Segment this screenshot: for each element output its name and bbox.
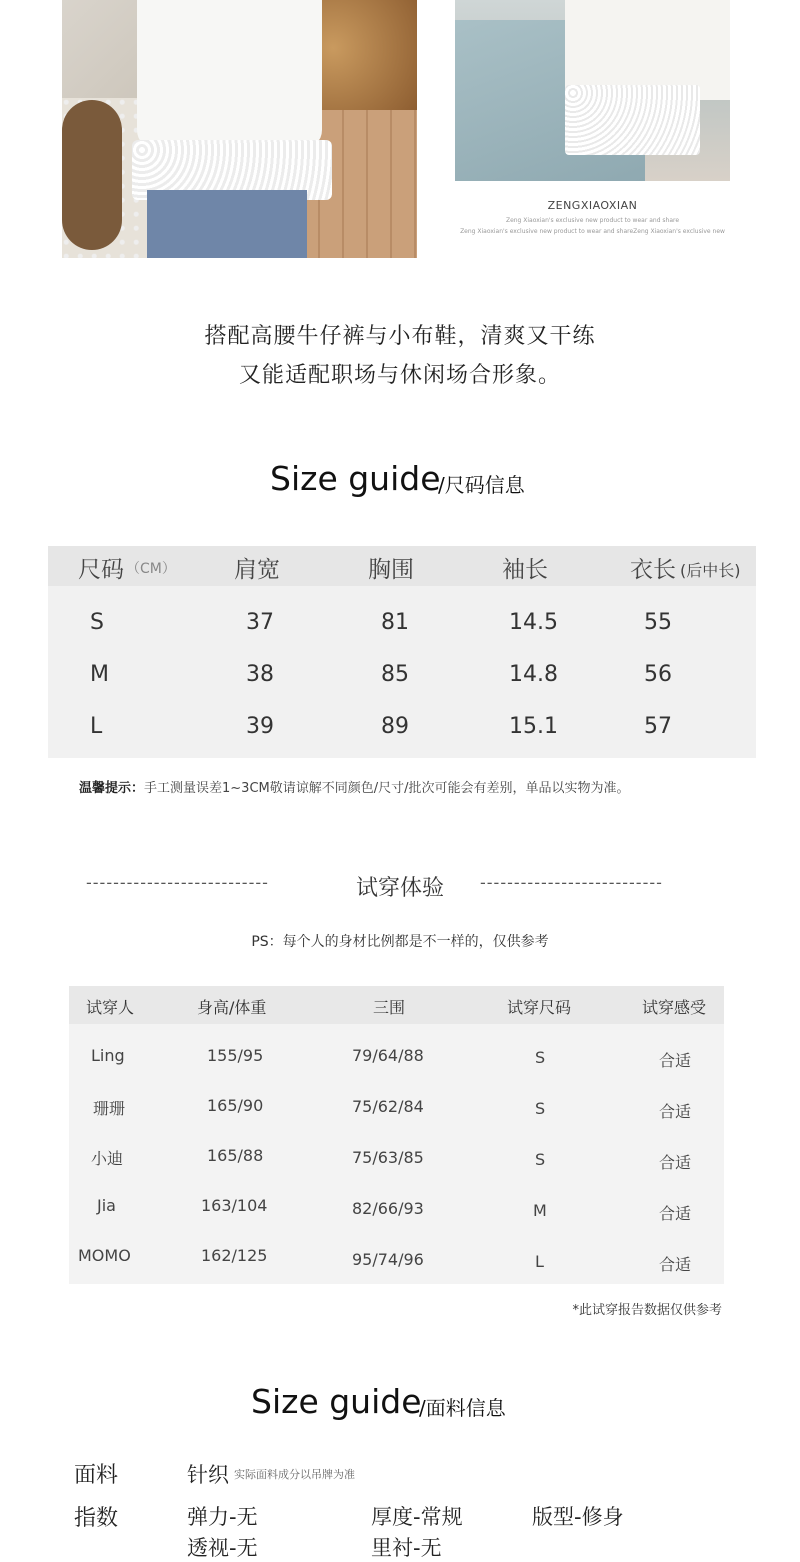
- fur-bag: [62, 100, 122, 250]
- tryon-title: 试穿体验: [355, 876, 444, 901]
- tried-size-cell: S: [535, 1048, 546, 1067]
- chest-cell: 85: [381, 662, 409, 687]
- tried-size-cell: M: [533, 1201, 547, 1220]
- height-weight-cell: 162/125: [201, 1246, 268, 1265]
- measurements-cell: 82/66/93: [352, 1199, 424, 1218]
- tried-size-cell: S: [535, 1099, 546, 1118]
- header-unit: （CM）: [126, 561, 176, 577]
- brand-name: ZENGXIAOXIAN: [547, 199, 638, 212]
- size-table-header: [48, 546, 756, 586]
- header-shoulder: 肩宽: [234, 557, 280, 583]
- header-chest: 胸围: [368, 557, 414, 583]
- sleeve-cell: 14.5: [509, 610, 558, 635]
- size-cell: S: [90, 610, 104, 635]
- divider-right: ---------------------------: [480, 873, 663, 892]
- white-tshirt: [137, 0, 322, 150]
- person-cell: MOMO: [78, 1246, 131, 1265]
- measurements-cell: 95/74/96: [352, 1250, 424, 1269]
- fit-feel-cell: 合适: [659, 1204, 692, 1223]
- measurements-cell: 75/62/84: [352, 1097, 424, 1116]
- person-cell: 珊珊: [93, 1099, 126, 1118]
- length-cell: 57: [644, 714, 672, 739]
- chest-cell: 81: [381, 610, 409, 635]
- fit-feel-cell: 合适: [659, 1153, 692, 1172]
- person-cell: 小迪: [91, 1149, 124, 1168]
- size-cell: M: [90, 662, 109, 687]
- size-guide-subtitle: /尺码信息: [438, 473, 525, 497]
- header-sleeve: 袖长: [502, 557, 548, 583]
- size-table: [48, 546, 756, 758]
- fit-feel-cell: 合适: [659, 1255, 692, 1274]
- divider-left: ---------------------------: [86, 873, 269, 892]
- lining-value: 里衬-无: [371, 1536, 442, 1560]
- height-weight-cell: 165/90: [207, 1096, 264, 1115]
- header-measurements: 三围: [373, 998, 406, 1017]
- material-note: 实际面料成分以吊牌为准: [234, 1468, 355, 1481]
- height-weight-cell: 163/104: [201, 1196, 268, 1215]
- tryon-ps: PS：每个人的身材比例都是不一样的，仅供参考: [251, 934, 549, 950]
- header-size: 尺码: [78, 557, 124, 583]
- measurement-tip: [79, 777, 630, 796]
- jeans: [147, 190, 307, 258]
- shoulder-cell: 39: [246, 714, 274, 739]
- measurements-cell: 79/64/88: [352, 1046, 424, 1065]
- tryon-table-header: [69, 986, 724, 1024]
- sleeve-cell: 14.8: [509, 662, 558, 687]
- tried-size-cell: S: [535, 1150, 546, 1169]
- index-label: 指数: [74, 1506, 119, 1531]
- thickness-value: 厚度-常规: [371, 1505, 463, 1529]
- sleeve-cell: 15.1: [509, 714, 558, 739]
- chest-cell: 89: [381, 714, 409, 739]
- height-weight-cell: 165/88: [207, 1146, 264, 1165]
- header-fit-feel: 试穿感受: [642, 998, 707, 1017]
- intro-line-1: 搭配高腰牛仔裤与小布鞋，清爽又干练: [204, 324, 596, 349]
- material-value: 针织: [187, 1463, 229, 1487]
- length-cell: 55: [644, 610, 672, 635]
- header-height-weight: 身高/体重: [197, 998, 267, 1017]
- measurements-cell: 75/63/85: [352, 1148, 424, 1167]
- transparency-value: 透视-无: [187, 1536, 258, 1560]
- fabric-guide-title: Size guide: [251, 1382, 422, 1421]
- tip-label: 温馨提示：: [79, 781, 145, 796]
- brand-tagline: Zeng Xiaoxian's exclusive new product to wear and share: [505, 217, 680, 224]
- size-cell: L: [90, 714, 103, 739]
- header-person: 试穿人: [86, 998, 135, 1017]
- tryon-note: *此试穿报告数据仅供参考: [572, 1303, 722, 1318]
- fit-feel-cell: 合适: [659, 1102, 692, 1121]
- model-photo-left: [62, 0, 417, 258]
- header-length: 衣长: [630, 557, 676, 583]
- fabric-guide-subtitle: /面料信息: [419, 1396, 506, 1420]
- intro-line-2: 又能适配职场与休闲场合形象。: [238, 363, 561, 388]
- length-cell: 56: [644, 662, 672, 687]
- material-label: 面料: [74, 1463, 119, 1488]
- model-photo-right: [455, 0, 730, 181]
- tryon-table: [69, 986, 724, 1284]
- fit-value: 版型-修身: [532, 1505, 624, 1529]
- shoulder-cell: 38: [246, 662, 274, 687]
- header-tried-size: 试穿尺码: [507, 998, 572, 1017]
- brand-tagline-long: Zeng Xiaoxian's exclusive new product to wear and shareZeng Xiaoxian's exclusive new: [460, 228, 725, 235]
- elasticity-value: 弹力-无: [187, 1505, 258, 1529]
- size-guide-title: Size guide: [270, 459, 441, 498]
- person-cell: Ling: [91, 1046, 125, 1065]
- person-cell: Jia: [97, 1196, 116, 1215]
- lace-hem: [565, 85, 700, 155]
- header-length-note: (后中长): [680, 561, 741, 580]
- shoulder-cell: 37: [246, 610, 274, 635]
- fit-feel-cell: 合适: [659, 1051, 692, 1070]
- tried-size-cell: L: [535, 1252, 544, 1271]
- height-weight-cell: 155/95: [207, 1046, 264, 1065]
- tip-text: 手工测量误差1~3CM敬请谅解不同颜色/尺寸/批次可能会有差别，单品以实物为准。: [144, 781, 630, 796]
